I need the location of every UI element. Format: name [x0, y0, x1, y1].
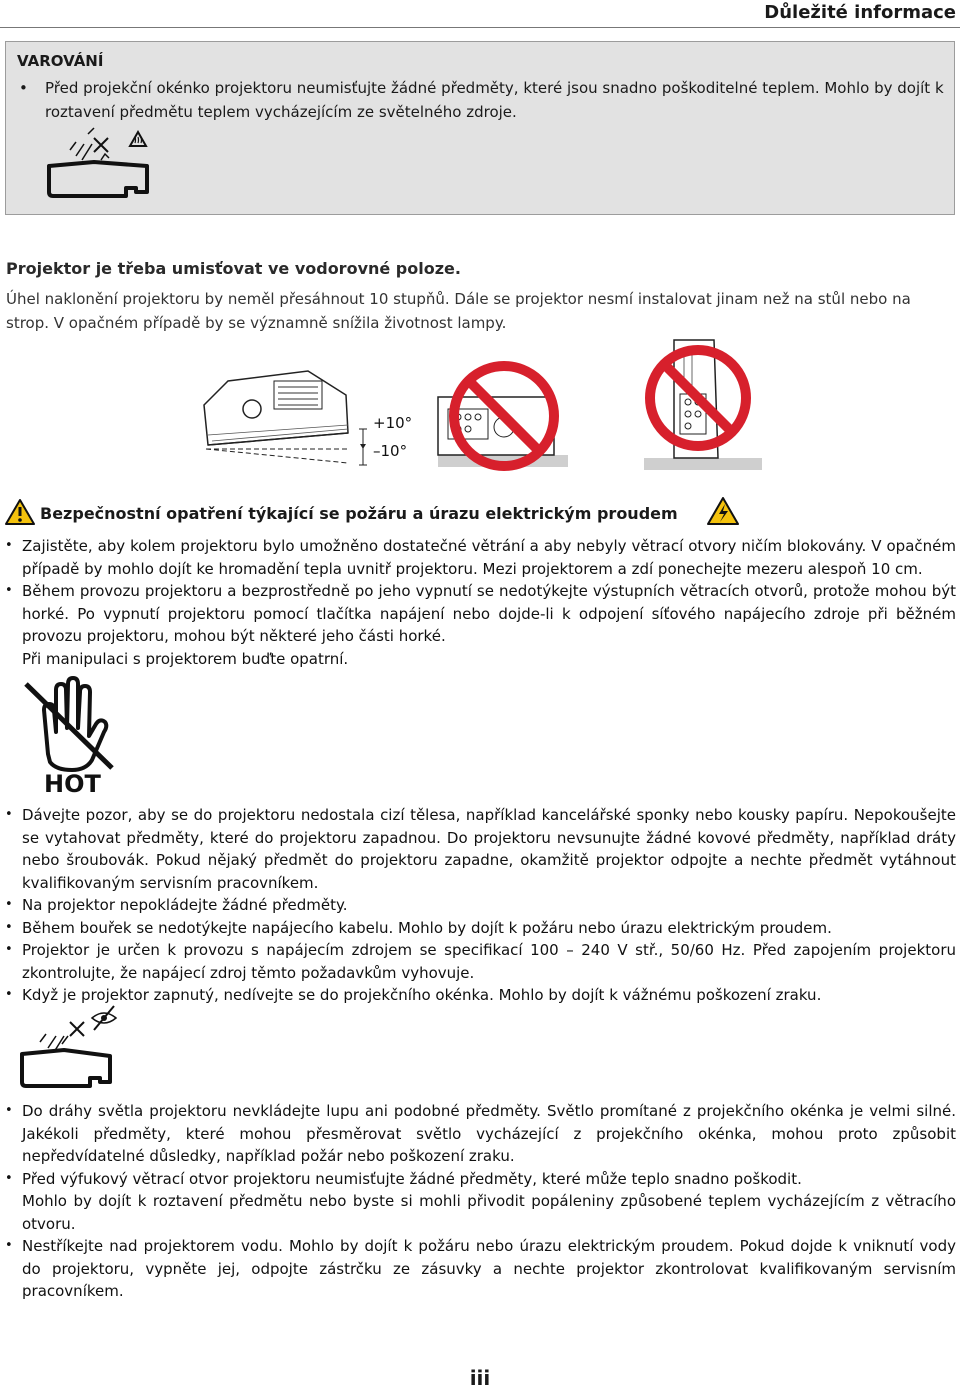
header-title: Důležité informace	[764, 2, 956, 23]
fire-bullets-c	[22, 1100, 956, 1303]
list-item: • Dávejte pozor, aby se do projektoru nedostala cizí tělesa, například kancelářské sponky nebo kousky papíru. Nepokoušejte se vytahovat předměty, které do projektoru zapadnou. Do projektoru nevsunujte žádné kovové předměty, například dráty nebo šroubovák. Pokud nějaký předmět do projektoru zapadne, okamžitě projektor odpojte a nechte předmět vytáhnout kvalifikovaným servisním pracovníkem.	[22, 804, 956, 894]
warning-box	[5, 41, 955, 215]
list-item-extra: Mohlo by dojít k roztavení předmětu nebo byste si mohli přivodit popáleniny způsobené teplem vycházejícím z větracího otvoru.	[22, 1192, 956, 1233]
fire-safety-title: Bezpečnostní opatření týkající se požáru a úrazu elektrickým proudem	[40, 504, 678, 523]
list-item: • Na projektor nepokládejte žádné předměty.	[22, 894, 956, 917]
list-item	[22, 1168, 956, 1236]
electric-shock-warning-icon	[706, 496, 740, 526]
placement-text: Úhel naklonění projektoru by neměl přesáhnout 10 stupňů. Dále se projektor nesmí instalovat jinam než na stůl nebo na strop. V opačném případě by se významně snížila životnost lampy.	[6, 290, 911, 332]
list-item: • Během provozu projektoru a bezprostředně po jeho vypnutí se nedotýkejte výstupních větracích otvorů, protože mohou být horké. Po vypnutí projektoru pomocí tlačítka napájení nebo dojde-li k odpojení síťového napájecího zdroje při běžném provozu projektoru, mohou být některé jeho části horké.	[22, 580, 956, 648]
bullet-marker: •	[19, 79, 28, 97]
list-item: • Když je projektor zapnutý, nedívejte se do projekčního okénka. Mohlo by dojít k vážnému poškození zraku.	[22, 984, 956, 1007]
hot-label: HOT	[44, 770, 101, 798]
warning-triangle-icon	[4, 498, 36, 526]
warning-title: VAROVÁNÍ	[17, 52, 104, 70]
list-item: • Nestříkejte nad projektorem vodu. Mohlo by dojít k požáru nebo úrazu elektrickým proudem. Pokud dojde k vniknutí vody do projektoru, vypněte jej, odpojte zástrčku ze zásuvky a nechte projektor zkontrolovat kvalifikovaným servisním pracovníkem.	[22, 1235, 956, 1303]
no-look-into-lens-icon	[18, 1004, 118, 1090]
prohibited-tilted-projector-icon	[434, 357, 574, 475]
list-item: • Do dráhy světla projektoru nevkládejte lupu ani podobné předměty. Světlo promítané z projekčního okénka je velmi silné. Jakékoli předměty, které mohou přesměrovat světlo vycházející z projekčního okénka, mohou proto způsobit nepředvídatelné důsledky, například požár nebo poškození zraku.	[22, 1100, 956, 1168]
placement-heading: Projektor je třeba umisťovat ve vodorovné poloze.	[6, 259, 461, 278]
angle-plus-label: +10°	[373, 414, 413, 432]
fire-bullets-b	[22, 804, 956, 1007]
handling-note: Při manipulaci s projektorem buďte opatrní.	[22, 649, 349, 668]
prohibited-vertical-projector-icon	[644, 336, 764, 476]
list-item: • Během bouřek se nedotýkejte napájecího kabelu. Mohlo by dojít k požáru nebo úrazu elektrickým proudem.	[22, 917, 956, 940]
lens-heat-warning-icon	[46, 126, 156, 200]
list-item-text: • Před výfukový větrací otvor projektoru neumisťujte žádné předměty, které může teplo snadno poškodit.	[22, 1169, 802, 1188]
angle-minus-label: –10°	[373, 442, 408, 460]
list-item: • Zajistěte, aby kolem projektoru bylo umožněno dostatečné větrání a aby nebyly větrací otvory ničím blokovány. V opačném případě by mohlo dojít ke hromadění tepla uvnitř projektoru. Mezi projektorem a zdí ponechejte mezeru alespoň 10 cm.	[22, 535, 956, 580]
header-rule	[0, 27, 960, 28]
page-number: iii	[469, 1366, 491, 1390]
tilt-angle-diagram	[198, 365, 418, 470]
list-item: • Projektor je určen k provozu s napájecím zdrojem se specifikací 100 – 240 V stř., 50/60 Hz. Před zapojením projektoru zkontrolujte, že napájecí zdroj těmto požadavkům vyhovuje.	[22, 939, 956, 984]
page-header	[0, 0, 960, 26]
handling-note-item	[22, 648, 956, 671]
fire-bullets-a	[22, 535, 956, 670]
warning-bullet	[19, 76, 945, 124]
hot-surface-hand-icon	[22, 670, 122, 798]
warning-bullet-text: Před projekční okénko projektoru neumisťujte žádné předměty, které jsou snadno poškoditelné teplem. Mohlo by dojít k roztavení předmětu teplem vycházejícím ze světelného zdroje.	[45, 79, 944, 121]
